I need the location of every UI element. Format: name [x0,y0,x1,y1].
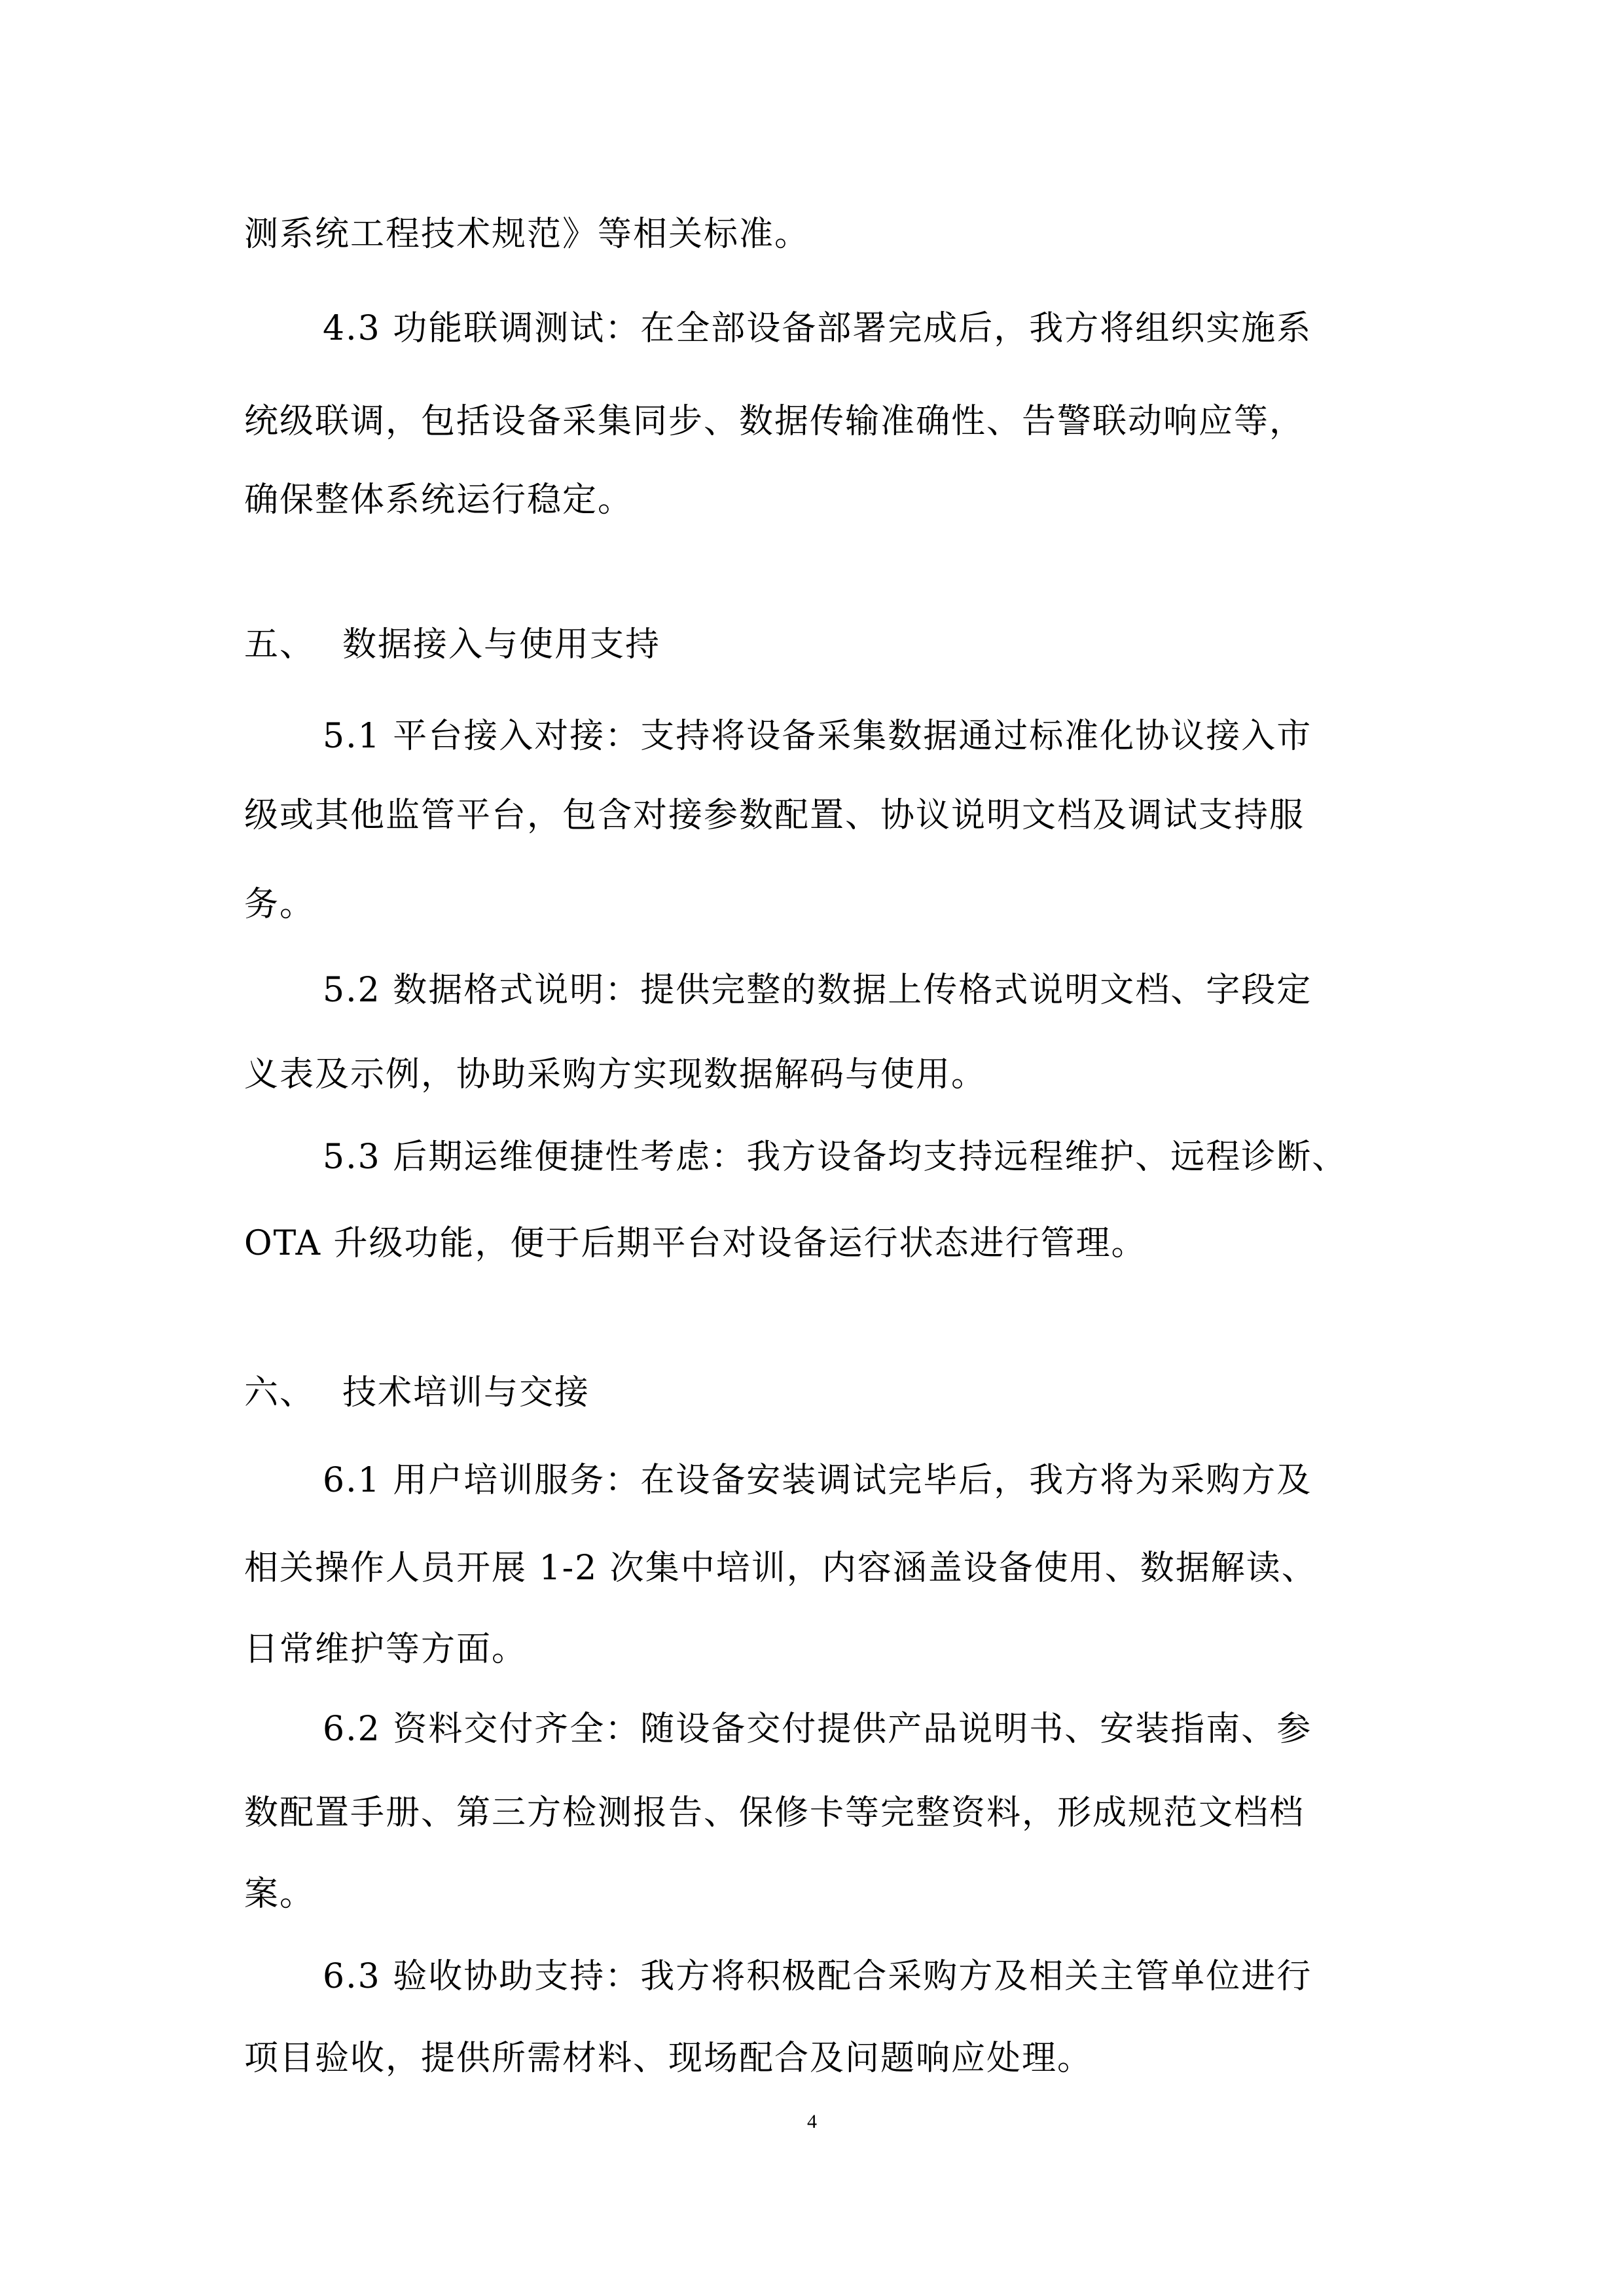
paragraph-line: 5.1 平台接入对接：支持将设备采集数据通过标准化协议接入市 [323,717,1312,756]
paragraph-line: 项目验收，提供所需材料、现场配合及问题响应处理。 [244,2039,1093,2078]
paragraph-line: 义表及示例，协助采购方实现数据解码与使用。 [244,1055,987,1094]
paragraph-line: 4.3 功能联调测试：在全部设备部署完成后，我方将组织实施系 [323,309,1312,348]
paragraph-line: 5.2 数据格式说明：提供完整的数据上传格式说明文档、字段定 [323,971,1312,1010]
paragraph-line: 数配置手册、第三方检测报告、保修卡等完整资料，形成规范文档档 [244,1793,1305,1833]
paragraph-line: 相关操作人员开展 1-2 次集中培训，内容涵盖设备使用、数据解读、 [244,1549,1317,1588]
paragraph-line: 6.3 验收协助支持：我方将积极配合采购方及相关主管单位进行 [323,1957,1312,1996]
paragraph-line: 6.2 资料交付齐全：随设备交付提供产品说明书、安装指南、参 [323,1710,1312,1749]
section-title: 数据接入与使用支持 [342,625,661,664]
paragraph-line: 6.1 用户培训服务：在设备安装调试完毕后，我方将为采购方及 [323,1461,1312,1500]
paragraph-line: 确保整体系统运行稳定。 [244,480,634,520]
section-heading-6 [244,1373,590,1412]
paragraph-line: 级或其他监管平台，包含对接参数配置、协议说明文档及调试支持服 [244,796,1305,835]
section-title: 技术培训与交接 [342,1373,590,1412]
paragraph-line: 测系统工程技术规范》等相关标准。 [244,215,810,254]
section-heading-5 [244,625,660,664]
section-number: 六、 [244,1373,316,1412]
section-number: 五、 [244,625,316,664]
paragraph-line: 5.3 后期运维便捷性考虑：我方设备均支持远程维护、远程诊断、 [323,1138,1348,1177]
paragraph-line: 日常维护等方面。 [244,1630,528,1669]
paragraph-line: OTA 升级功能，便于后期平台对设备运行状态进行管理。 [244,1224,1147,1263]
page-number: 4 [807,2111,817,2132]
paragraph-line: 案。 [244,1874,316,1914]
paragraph-line: 务。 [244,885,316,924]
paragraph-line: 统级联调，包括设备采集同步、数据传输准确性、告警联动响应等， [244,402,1305,441]
